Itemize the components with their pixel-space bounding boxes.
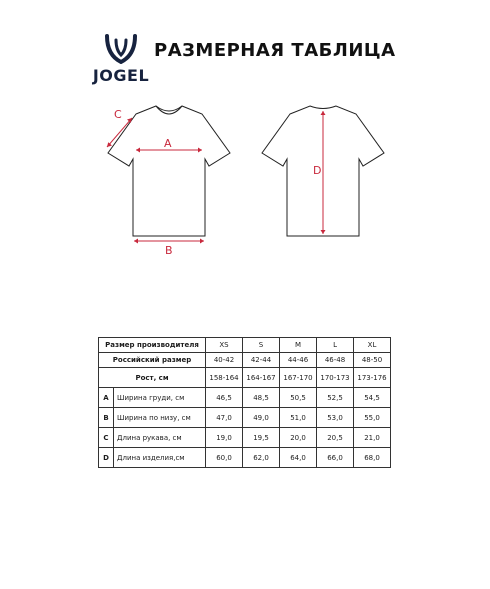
measurement-label: Длина рукава, см: [114, 428, 206, 448]
table-cell: 19,0: [206, 428, 243, 448]
table-cell: 170-173: [317, 368, 354, 388]
height-label: Рост, см: [99, 368, 206, 388]
table-cell: 51,0: [280, 408, 317, 428]
table-cell: 40-42: [206, 353, 243, 368]
page-title: РАЗМЕРНАЯ ТАБЛИЦА: [154, 40, 396, 61]
size-s: S: [243, 338, 280, 353]
table-row-russian-size: [99, 353, 391, 368]
size-m: M: [280, 338, 317, 353]
table-cell: 173-176: [354, 368, 391, 388]
table-cell: 52,5: [317, 388, 354, 408]
table-cell: 46-48: [317, 353, 354, 368]
size-xl: XL: [354, 338, 391, 353]
table-cell: 20,0: [280, 428, 317, 448]
table-cell: 55,0: [354, 408, 391, 428]
table-cell: 53,0: [317, 408, 354, 428]
table-row-measurement-b: [99, 408, 391, 428]
table-cell: 54,5: [354, 388, 391, 408]
table-row-measurement-d: [99, 448, 391, 468]
label-d: D: [313, 164, 322, 177]
size-xs: XS: [206, 338, 243, 353]
front-tshirt-outline: [108, 106, 230, 236]
table-cell: 62,0: [243, 448, 280, 468]
table-row-measurement-a: [99, 388, 391, 408]
table-cell: 44-46: [280, 353, 317, 368]
measurement-letter: D: [99, 448, 114, 468]
table-cell: 48-50: [354, 353, 391, 368]
measure-line-b: [134, 239, 204, 244]
measure-line-c: [107, 118, 132, 147]
label-a: A: [164, 137, 172, 150]
brand-name: JOGEL: [92, 66, 150, 85]
table-cell: 68,0: [354, 448, 391, 468]
size-l: L: [317, 338, 354, 353]
table-cell: 50,5: [280, 388, 317, 408]
table-row-height: [99, 368, 391, 388]
table-cell: 48,5: [243, 388, 280, 408]
measurement-label: Ширина по низу, см: [114, 408, 206, 428]
table-row-measurement-c: [99, 428, 391, 448]
table-cell: 158-164: [206, 368, 243, 388]
table-cell: 20,5: [317, 428, 354, 448]
table-cell: 46,5: [206, 388, 243, 408]
table-cell: 21,0: [354, 428, 391, 448]
table-cell: 164-167: [243, 368, 280, 388]
table-cell: 42-44: [243, 353, 280, 368]
size-table: [98, 337, 391, 468]
table-cell: 66,0: [317, 448, 354, 468]
measurement-label: Длина изделия,см: [114, 448, 206, 468]
label-b: B: [165, 244, 173, 257]
table-cell: 167-170: [280, 368, 317, 388]
measurement-letter: A: [99, 388, 114, 408]
table-cell: 19,5: [243, 428, 280, 448]
table-cell: 49,0: [243, 408, 280, 428]
table-cell: 64,0: [280, 448, 317, 468]
header-label: Размер производителя: [99, 338, 206, 353]
measurement-letter: B: [99, 408, 114, 428]
table-cell: 47,0: [206, 408, 243, 428]
russian-size-label: Российский размер: [99, 353, 206, 368]
measurement-letter: C: [99, 428, 114, 448]
table-row-header: [99, 338, 391, 353]
measurement-label: Ширина груди, см: [114, 388, 206, 408]
table-cell: 60,0: [206, 448, 243, 468]
label-c: C: [114, 108, 122, 121]
